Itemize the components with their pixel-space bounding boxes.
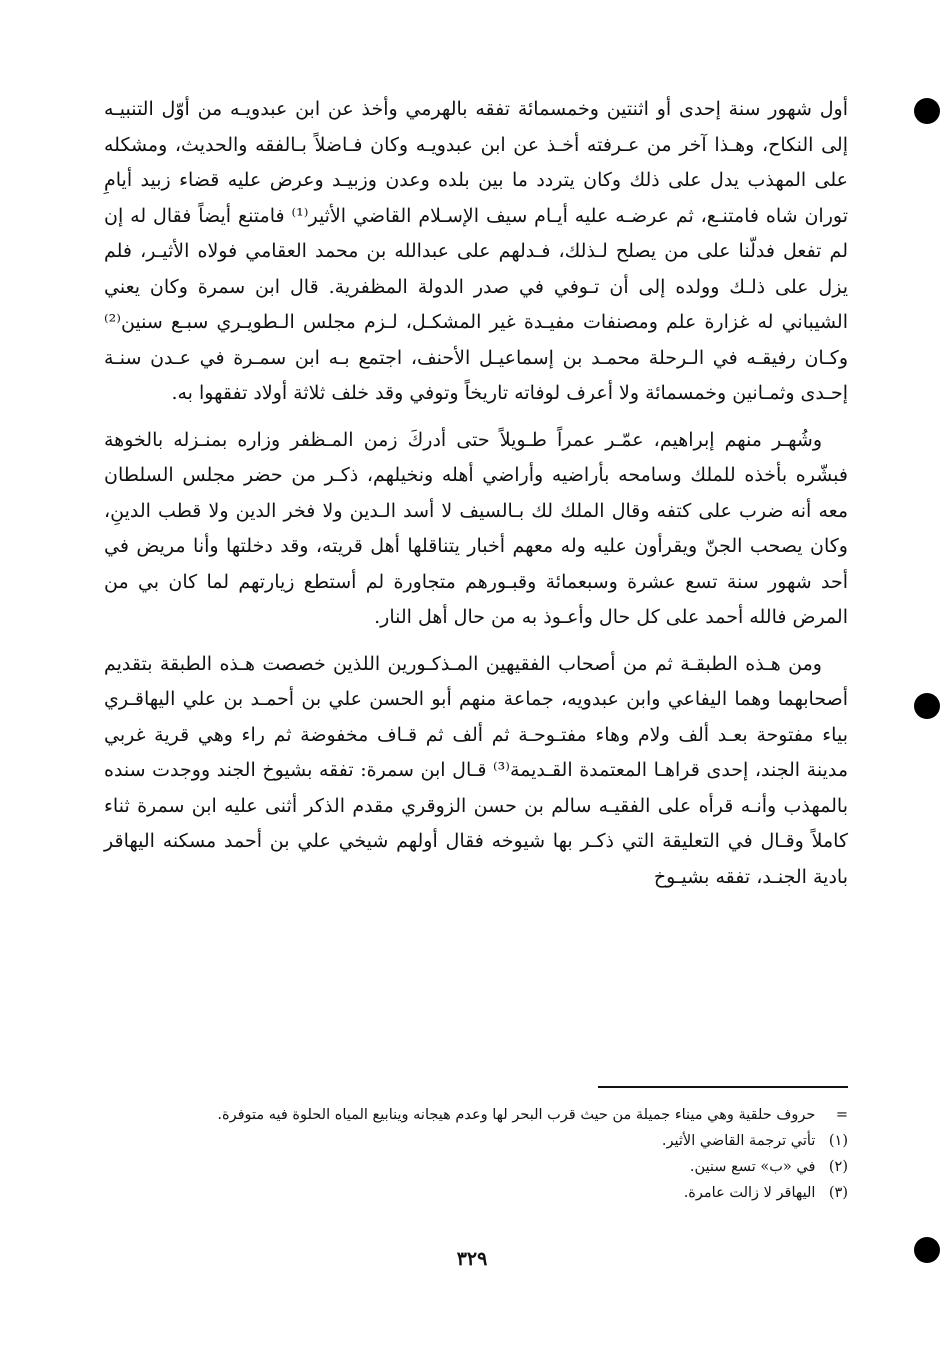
main-text <box>104 92 848 895</box>
footnote-divider <box>598 1086 848 1088</box>
paragraph: ومن هـذه الطبقـة ثم من أصحاب الفقيهين المـذكـورين اللذين خصصت هـذه الطبقة بتقديم أصحابهما وهما اليفاعي وابن عبدويه، جماعة منهم أبو الحسن علي بن أحمـد بن علي اليهاقـري بياء مفتوحة بعـد ألف ولام وهاء مفتـوحـة ثم ألف ثم قـاف مخفوضة ثم راء وهي قرية غربي مدينة الجند، إحدى قراهـا المعتمدة القـديمة⁽³⁾ قـال ابن سمرة: تفقه بشيوخ الجند ووجدت سنده بالمهذب وأنـه قرأه على الفقيـه سالم بن حسن الزوقري مقدم الذكر أثنى عليه ابن سمرة ثناء كاملاً وقـال في التعليقة التي ذكـر بها شيوخه فقال أولهم شيخي علي بن أحمد مسكنه اليهاقر بادية الجنـد، تفقه بشيـوخ <box>104 652 849 888</box>
paragraph: أول شهور سنة إحدى أو اثنتين وخمسمائة تفقه بالهرمي وأخذ عن ابن عبدويـه من أوّل التنبيـه إلى النكاح، وهـذا آخر من عـرفته أخـذ عن ابن عبدويـه وكان فـاضلاً بـالفقه والحديث، ومشكله على المهذب يدل على ذلك وكان يتردد ما بين بلده وعدن وزبيـد وعرض عليه قضاء زبيد أيامِ توران شاه فامتنـع، ثم عرضـه عليه أيـام سيف الإسـلام القاضي الأثير⁽¹⁾ فامتنع أيضاً فقال له إن لم تفعل فدلّنا على من يصلح لـذلك، فـدلهم على عبدالله بن محمد العقامي فولاه الأثيـر، فلم يزل على ذلـك وولده إلى أن تـوفي في صدر الدولة المظفرية. قال ابن سمرة وكان يعني الشيباني له غزارة علم ومصنفات مفيـدة غير المشكـل، لـزم مجلس الـطويـري سبـع سنين⁽²⁾ وكـان رفيقـه في الـرحلة محمـد بن إسماعيـل الأحنف، اجتمع بـه ابن سمـرة في عـدن سنـة إحـدى وثمـانين وخمسمائة ولا أعرف لوفاته تاريخاً وتوفي وقد خلف ثلاثة أولاد تفقهوا به. <box>104 98 848 404</box>
footnote <box>104 1102 848 1128</box>
footnote-marker: (٢) <box>828 1159 848 1175</box>
paragraph: وشُهـر منهم إبراهيم، عمّـر عمراً طـويلاً حتى أدركَ زمن المـظفر وزاره بمنـزله بالخوهة فبشّره بأخذه للملك وسامحه بأراضيه وأراضي أهله ونخيلهم، ذكـر من حضر مجلس السلطان معه أنه ضرب على كتفه وقال الملك لك بـالسيف لا أسد الـدين ولا فخر الدين ولا قطب الدينِ، وكان يصحب الجنّ ويقرأون عليه وله معهم أخبار يتناقلها أهل قريته، وقد دخلتها وأنا مريض في أحد شهور سنة تسع عشرة وسبعمائة وقبـورهم متجاورة لم أستطع زيارتهم لما كان بي من المرض فالله أحمد على كل حال وأعـوذ به من حال أهل النار. <box>104 428 848 628</box>
binder-hole <box>914 98 940 124</box>
footnote <box>104 1128 848 1154</box>
footnote <box>104 1180 848 1206</box>
page-number: ٣٢٩ <box>456 1248 488 1270</box>
footnote-marker: (٣) <box>828 1185 848 1201</box>
footnotes <box>104 1102 848 1206</box>
footnote-marker: (١) <box>828 1133 848 1149</box>
footnote-marker: = <box>835 1107 848 1123</box>
footnote <box>104 1154 848 1180</box>
footnote-text: تأتي ترجمة القاضي الأثير. <box>661 1133 816 1149</box>
footnote-text: في «ب» تسع سنين. <box>689 1159 816 1175</box>
binder-hole <box>914 693 940 719</box>
footnote-text: اليهاقر لا زالت عامرة. <box>683 1185 816 1201</box>
footnote-text: حروف حلقية وهي ميناء جميلة من حيث قرب البحر لها وعدم هيجانه وينابيع المياه الحلوة فيه متوفرة. <box>217 1107 816 1123</box>
